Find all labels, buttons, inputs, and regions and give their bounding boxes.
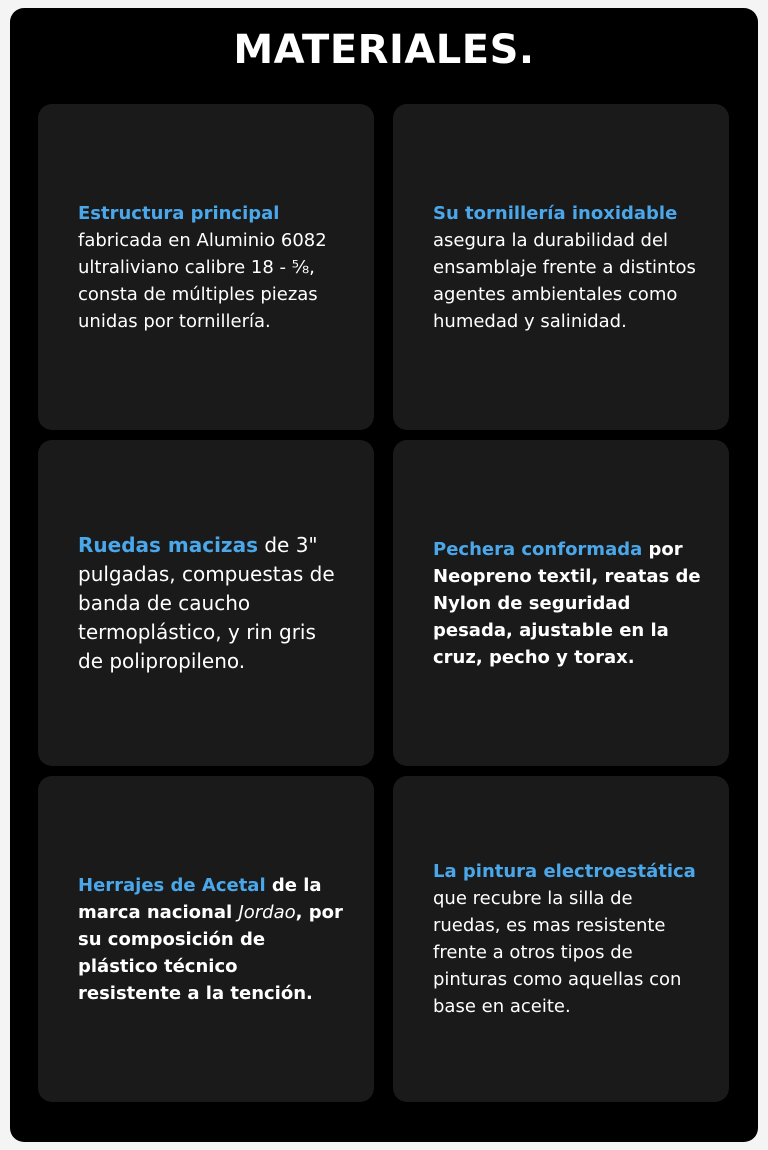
card-body-before: de la marca nacional (78, 874, 322, 923)
card-text (78, 200, 346, 335)
card-text (433, 536, 701, 671)
card-herrajes-acetal (38, 776, 374, 1102)
card-body: por Neopreno textil, reatas de Nylon de seguridad pesada, ajustable en la cruz, pecho y torax. (433, 538, 701, 668)
card-estructura-principal (38, 104, 374, 430)
card-highlight: Ruedas macizas (78, 532, 258, 557)
card-highlight: La pintura electroestática (433, 861, 696, 882)
card-text (433, 200, 701, 335)
card-text (433, 858, 701, 1020)
brand-name: Jordao (238, 901, 296, 923)
card-tornilleria (393, 104, 729, 430)
card-pechera (393, 440, 729, 766)
card-body-after: , por su composición de plástico técnico resistente a la tención. (78, 901, 343, 1004)
card-text (78, 531, 346, 676)
card-highlight: Su tornillería inoxidable (433, 202, 678, 224)
card-highlight: Estructura principal (78, 202, 280, 224)
card-highlight: Pechera conformada (433, 538, 643, 560)
card-ruedas-macizas (38, 440, 374, 766)
card-body: asegura la durabilidad del ensamblaje frente a distintos agentes ambientales como humedad y salinidad. (433, 229, 696, 332)
card-text (78, 872, 346, 1007)
card-body: fabricada en Aluminio 6082 ultraliviano calibre 18 - ⅝, consta de múltiples piezas unidas por tornillería. (78, 229, 327, 332)
card-body: de 3" pulgadas, compuestas de banda de caucho termoplástico, y rin gris de polipropileno. (78, 532, 335, 673)
card-body: que recubre la silla de ruedas, es mas resistente frente a otros tipos de pinturas como aquellas con base en aceite. (433, 888, 682, 1017)
card-highlight: Herrajes de Acetal (78, 874, 266, 896)
page-title: MATERIALES. (233, 27, 535, 73)
card-pintura (393, 776, 729, 1102)
